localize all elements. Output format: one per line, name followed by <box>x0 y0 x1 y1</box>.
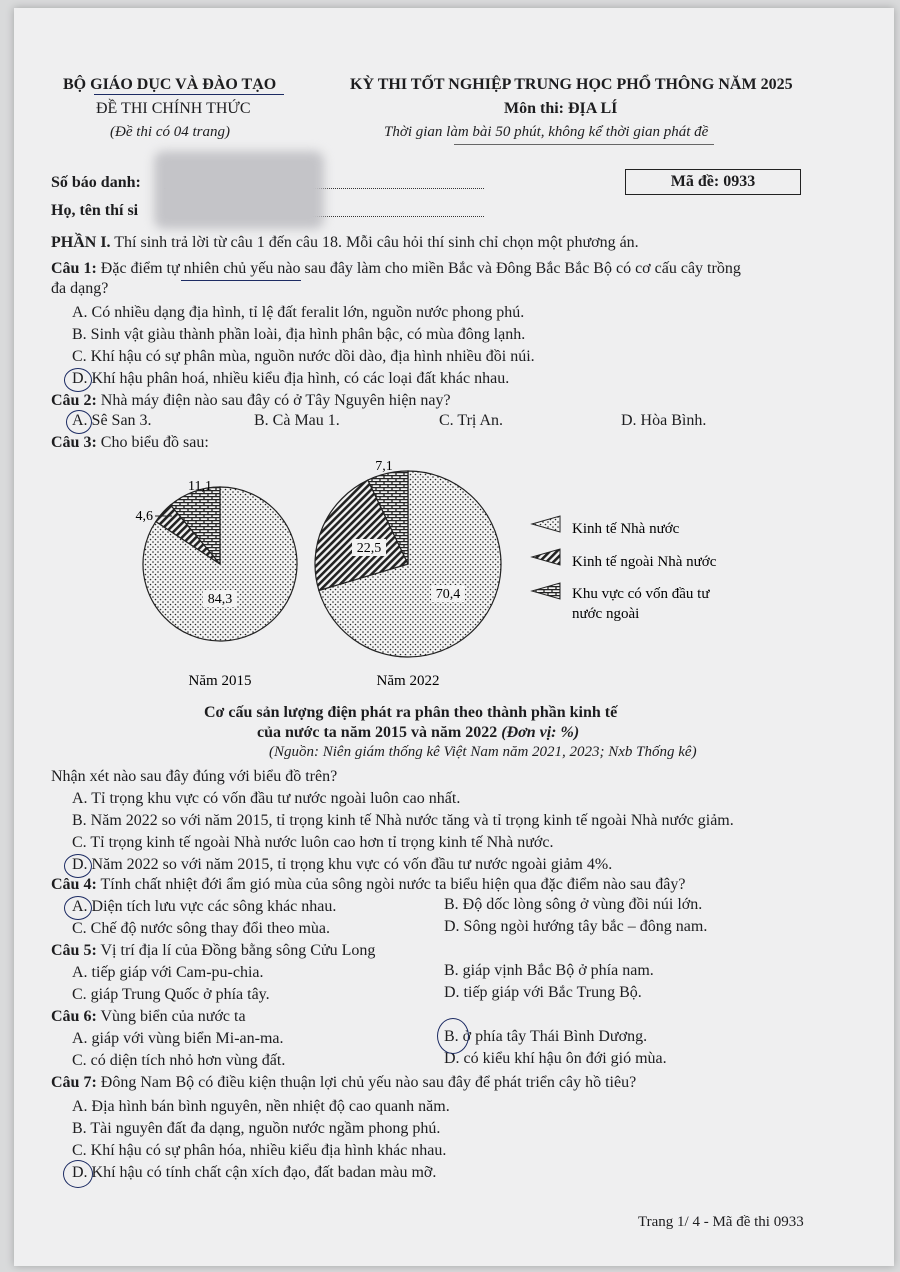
pages-note: (Đề thi có 04 trang) <box>110 124 230 140</box>
q5-option-a: A. tiếp giáp với Cam-pu-chia. <box>72 964 264 981</box>
q2-option-b: B. Cà Mau 1. <box>254 412 340 429</box>
q1-number: Câu 1: <box>51 260 97 277</box>
q6-stem <box>51 1008 246 1026</box>
name-label: Họ, tên thí si <box>51 202 139 219</box>
pie-value-label: 84,3 <box>207 592 233 607</box>
pen-underline <box>454 144 714 145</box>
part1-label: PHẦN I. <box>51 234 111 251</box>
pie-2022 <box>315 471 501 657</box>
pie-value-label: 4,6 <box>135 509 153 524</box>
q5-stem <box>51 942 375 960</box>
q7-stem <box>51 1074 636 1092</box>
legend-kinh-te-ngoai-nha-nuoc: Kinh tế ngoài Nhà nước <box>572 554 717 570</box>
answer-circle <box>64 368 92 392</box>
chart-caption-main: của nước ta năm 2015 và năm 2022 <box>257 724 502 741</box>
ministry-name: BỘ GIÁO DỤC VÀ ĐÀO TẠO <box>63 76 277 93</box>
pie-value-label: 22,5 <box>356 541 382 556</box>
q4-number: Câu 4: <box>51 876 97 893</box>
part1-text: Thí sinh trả lời từ câu 1 đến câu 18. Mỗi câu hỏi thí sinh chỉ chọn một phương án. <box>110 234 639 251</box>
pen-underline <box>181 280 301 281</box>
q1-option-c: C. Khí hậu có sự phân mùa, nguồn nước dồi dào, địa hình nhiều đồi núi. <box>72 348 535 365</box>
q4-option-c: C. Chế độ nước sông thay đổi theo mùa. <box>72 920 330 937</box>
q7-option-c: C. Khí hậu có sự phân hóa, nhiều kiểu địa hình khác nhau. <box>72 1142 447 1159</box>
page-footer: Trang 1/ 4 - Mã đề thi 0933 <box>638 1214 804 1230</box>
q5-option-c: C. giáp Trung Quốc ở phía tây. <box>72 986 270 1003</box>
q5-option-d: D. tiếp giáp với Bắc Trung Bộ. <box>444 984 642 1001</box>
answer-circle <box>63 1160 93 1188</box>
chart-caption-line1: Cơ cấu sản lượng điện phát ra phân theo thành phần kinh tế <box>204 704 618 721</box>
pie-2015 <box>143 487 297 641</box>
q1-stem-line2: đa dạng? <box>51 280 109 297</box>
answer-circle <box>64 854 92 878</box>
official-label: ĐỀ THI CHÍNH THỨC <box>96 100 251 117</box>
q4-option-d: D. Sông ngòi hướng tây bắc – đông nam. <box>444 918 708 935</box>
ma-de-box: Mã đề: 0933 <box>625 169 801 195</box>
pie-value-label: 70,4 <box>435 587 461 602</box>
pie-2015-year-label: Năm 2015 <box>188 673 252 689</box>
q2-stem <box>51 392 451 410</box>
q5-number: Câu 5: <box>51 942 97 959</box>
pie-2022-year-label: Năm 2022 <box>376 673 440 689</box>
q7-option-a: A. Địa hình bán bình nguyên, nền nhiệt độ cao quanh năm. <box>72 1098 450 1115</box>
legend-fdi-line1: Khu vực có vốn đầu tư <box>572 586 710 602</box>
q5-option-b: B. giáp vịnh Bắc Bộ ở phía nam. <box>444 962 654 979</box>
q6-stem-text: Vùng biển của nước ta <box>96 1008 246 1025</box>
exam-page <box>14 8 894 1266</box>
part1-instruction <box>51 234 639 252</box>
q2-stem-text: Nhà máy điện nào sau đây có ở Tây Nguyên hiện nay? <box>96 392 451 409</box>
q1-stem <box>51 260 741 278</box>
q1-option-b: B. Sinh vật giàu thành phần loài, địa hình phân bậc, có mùa đông lạnh. <box>72 326 526 343</box>
exam-time: Thời gian làm bài 50 phút, không kể thời gian phát đề <box>384 124 709 140</box>
pie-chart <box>114 448 754 693</box>
q6-number: Câu 6: <box>51 1008 97 1025</box>
q3-stem-text: Cho biểu đồ sau: <box>96 434 209 451</box>
pie-value-label: 11,1 <box>188 479 212 494</box>
q3-number: Câu 3: <box>51 434 97 451</box>
q3-question: Nhận xét nào sau đây đúng với biểu đồ trên? <box>51 768 338 785</box>
legend-fdi-line2: nước ngoài <box>572 606 640 622</box>
redaction-blur <box>154 151 324 229</box>
q4-stem <box>51 876 685 894</box>
q2-number: Câu 2: <box>51 392 97 409</box>
pie-value-label: 7,1 <box>375 459 393 474</box>
q1-option-a: A. Có nhiều dạng địa hình, tỉ lệ đất feralit lớn, nguồn nước phong phú. <box>72 304 525 321</box>
q6-option-d: D. có kiểu khí hậu ôn đới gió mùa. <box>444 1050 667 1067</box>
legend-kinh-te-nha-nuoc: Kinh tế Nhà nước <box>572 521 680 537</box>
answer-circle <box>66 410 92 434</box>
q2-option-a: A. Sê San 3. <box>72 412 152 429</box>
answer-circle <box>437 1018 469 1054</box>
q4-option-a: A. Diện tích lưu vực các sông khác nhau. <box>72 898 337 915</box>
answer-circle <box>64 896 92 920</box>
q3-option-d: D. Năm 2022 so với năm 2015, tỉ trọng khu vực có vốn đầu tư nước ngoài giảm 4%. <box>72 856 613 873</box>
q3-option-b: B. Năm 2022 so với năm 2015, tỉ trọng kinh tế Nhà nước tăng và tỉ trọng kinh tế ngoài Nhà nước giảm. <box>72 812 734 829</box>
q7-stem-text: Đông Nam Bộ có điều kiện thuận lợi chủ yếu nào sau đây để phát triển cây hồ tiêu? <box>96 1074 637 1091</box>
chart-legend <box>532 516 717 622</box>
chart-source: (Nguồn: Niên giám thống kê Việt Nam năm 2021, 2023; Nxb Thống kê) <box>269 744 697 760</box>
q1-stem-line1: Đặc điểm tự nhiên chủ yếu nào sau đây làm cho miền Bắc và Đông Bắc Bắc Bộ có cơ cấu cây trồng <box>96 260 741 277</box>
sbd-label: Số báo danh: <box>51 174 141 191</box>
q6-option-a: A. giáp với vùng biển Mi-an-ma. <box>72 1030 284 1047</box>
q7-number: Câu 7: <box>51 1074 97 1091</box>
q2-option-d: D. Hòa Bình. <box>621 412 707 429</box>
q4-stem-text: Tính chất nhiệt đới ẩm gió mùa của sông ngòi nước ta biểu hiện qua đặc điểm nào sau đây? <box>96 876 686 893</box>
q7-option-d: D. Khí hậu có tính chất cận xích đạo, đất badan màu mỡ. <box>72 1164 437 1181</box>
q5-stem-text: Vị trí địa lí của Đồng bằng sông Cửu Long <box>96 942 376 959</box>
exam-title: KỲ THI TỐT NGHIỆP TRUNG HỌC PHỔ THÔNG NĂM 2025 <box>350 76 793 93</box>
chart-caption-unit: (Đơn vị: %) <box>501 724 580 741</box>
chart-caption-line2 <box>257 724 579 742</box>
subject: Môn thi: ĐỊA LÍ <box>504 100 618 117</box>
q6-option-c: C. có diện tích nhỏ hơn vùng đất. <box>72 1052 286 1069</box>
q3-option-a: A. Tỉ trọng khu vực có vốn đầu tư nước ngoài luôn cao nhất. <box>72 790 461 807</box>
pen-underline <box>94 94 284 95</box>
q6-option-b: B. ở phía tây Thái Bình Dương. <box>444 1028 648 1045</box>
q7-option-b: B. Tài nguyên đất đa dạng, nguồn nước ngầm phong phú. <box>72 1120 441 1137</box>
q4-option-b: B. Độ dốc lòng sông ở vùng đồi núi lớn. <box>444 896 703 913</box>
q2-option-c: C. Trị An. <box>439 412 504 429</box>
q3-option-c: C. Tỉ trọng kinh tế ngoài Nhà nước luôn cao hơn tỉ trọng kinh tế Nhà nước. <box>72 834 554 851</box>
q1-option-d: D. Khí hậu phân hoá, nhiều kiểu địa hình, có các loại đất khác nhau. <box>72 370 510 387</box>
